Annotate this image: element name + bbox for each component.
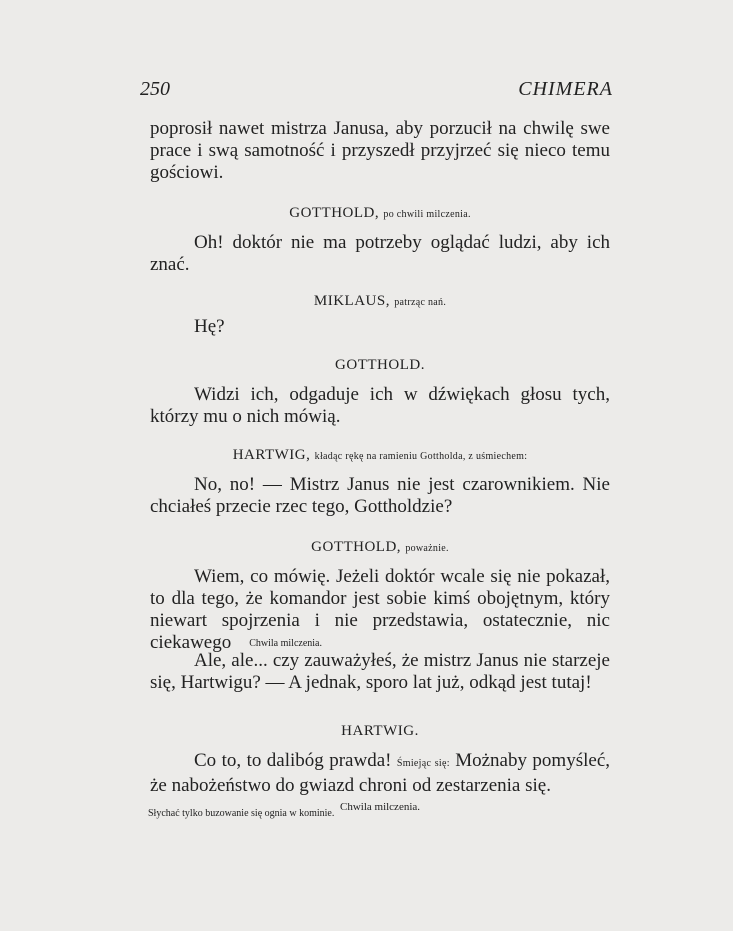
stage-direction: Chwila milczenia. bbox=[339, 801, 421, 813]
paragraph: Hę? bbox=[194, 316, 225, 337]
paragraph: Widzi ich, odgaduje ich w dźwiękach głosu tych, którzy mu o nich mówią. bbox=[150, 384, 610, 427]
stage-direction: Słychać tylko buzowanie się ognia w kominie. bbox=[148, 808, 335, 819]
paragraph bbox=[150, 566, 610, 655]
paragraph-text: Wiem, co mówię. Jeżeli doktór wcale się nie pokazał, to dla tego, że komandor jest sobie kimś obojętnym, który niewart spojrzenia i nie przedstawia, ostatecznie, nic ciekawego bbox=[150, 566, 610, 653]
speaker-line bbox=[150, 290, 610, 314]
stage-direction: kładąc rękę na ramieniu Gottholda, z uśmiechem: bbox=[314, 451, 528, 462]
speaker-name: HARTWIG. bbox=[341, 723, 419, 739]
stage-direction: Śmiejąc się: bbox=[396, 758, 450, 769]
paragraph: poprosił nawet mistrza Janusa, aby porzucił na chwilę swe prace i swą samotność i przyszedł przyjrzeć się nieco temu gościowi. bbox=[150, 118, 610, 183]
speaker-name: GOTTHOLD, bbox=[311, 539, 402, 555]
speaker-line bbox=[150, 354, 610, 376]
paragraph: No, no! — Mistrz Janus nie jest czarownikiem. Nie chciałeś przecie rzec tego, Gottholdzie? bbox=[150, 474, 610, 517]
paragraph-text: Możnaby pomyśleć, że nabożeństwo do gwiazd chroni od zestarzenia się. bbox=[150, 750, 610, 796]
paragraph-text: Co to, to dalibóg prawda! bbox=[194, 750, 392, 771]
speaker-line bbox=[150, 720, 610, 742]
paragraph bbox=[150, 750, 610, 797]
speaker-line bbox=[150, 536, 610, 560]
speaker-name: GOTTHOLD, bbox=[289, 205, 380, 221]
speaker-line bbox=[150, 444, 610, 468]
speaker-name: MIKLAUS, bbox=[313, 293, 390, 309]
speaker-line bbox=[150, 202, 610, 226]
running-title: CHIMERA bbox=[518, 78, 613, 100]
page-number: 250 bbox=[140, 78, 170, 100]
paragraph: Ale, ale... czy zauważyłeś, że mistrz Janus nie starzeje się, Hartwigu? — A jednak, sporo lat już, odkąd jest tutaj! bbox=[150, 650, 610, 693]
stage-direction: po chwili milczenia. bbox=[383, 209, 471, 220]
paragraph: Oh! doktór nie ma potrzeby oglądać ludzi, aby ich znać. bbox=[150, 232, 610, 275]
speaker-name: HARTWIG, bbox=[232, 447, 311, 463]
stage-direction: poważnie. bbox=[405, 543, 449, 554]
page-header bbox=[140, 78, 613, 104]
stage-direction: patrząc nań. bbox=[394, 297, 447, 308]
speaker-name: GOTTHOLD. bbox=[335, 357, 425, 373]
stage-direction: Chwila milczenia. bbox=[249, 638, 322, 649]
